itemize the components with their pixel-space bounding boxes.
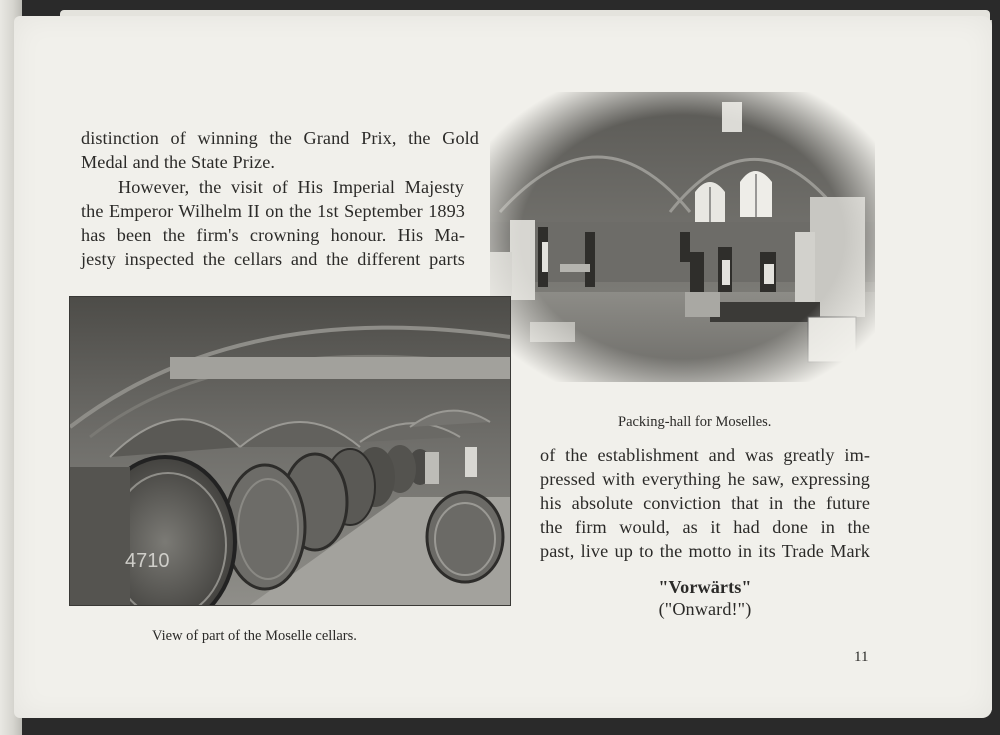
right-text-line-3: his absolute conviction that in the future bbox=[540, 493, 870, 513]
left-text-line-1: distinction of winning the Grand Prix, the Gold bbox=[81, 128, 479, 148]
right-text-line-2: pressed with everything he saw, expressing bbox=[540, 469, 870, 489]
right-text-line-1: of the establishment and was greatly im- bbox=[540, 445, 870, 465]
left-text-line-4: the Emperor Wilhelm II on the 1st September 1893 bbox=[81, 201, 465, 221]
cellar-photo bbox=[69, 296, 511, 606]
cask-number: 4710 bbox=[125, 550, 170, 572]
left-text-line-5: has been the firm's crowning honour. His Ma- bbox=[81, 225, 465, 245]
left-text-line-3: However, the visit of His Imperial Majesty bbox=[118, 177, 464, 197]
page-number: 11 bbox=[854, 649, 869, 665]
left-text-line-2: Medal and the State Prize. bbox=[81, 152, 276, 172]
right-text-line-5: past, live up to the motto in its Trade Mark bbox=[540, 541, 870, 561]
left-text-line-6: jesty inspected the cellars and the different parts bbox=[81, 249, 465, 269]
motto-translation: ("Onward!") bbox=[658, 599, 752, 619]
cellar-caption: View of part of the Moselle cellars. bbox=[152, 628, 357, 644]
right-text-line-4: the firm would, as it had done in the bbox=[540, 517, 870, 537]
packing-hall-photo bbox=[490, 92, 875, 382]
packing-hall-caption: Packing-hall for Moselles. bbox=[618, 414, 772, 430]
trade-mark-motto: "Vorwärts" bbox=[658, 577, 752, 597]
